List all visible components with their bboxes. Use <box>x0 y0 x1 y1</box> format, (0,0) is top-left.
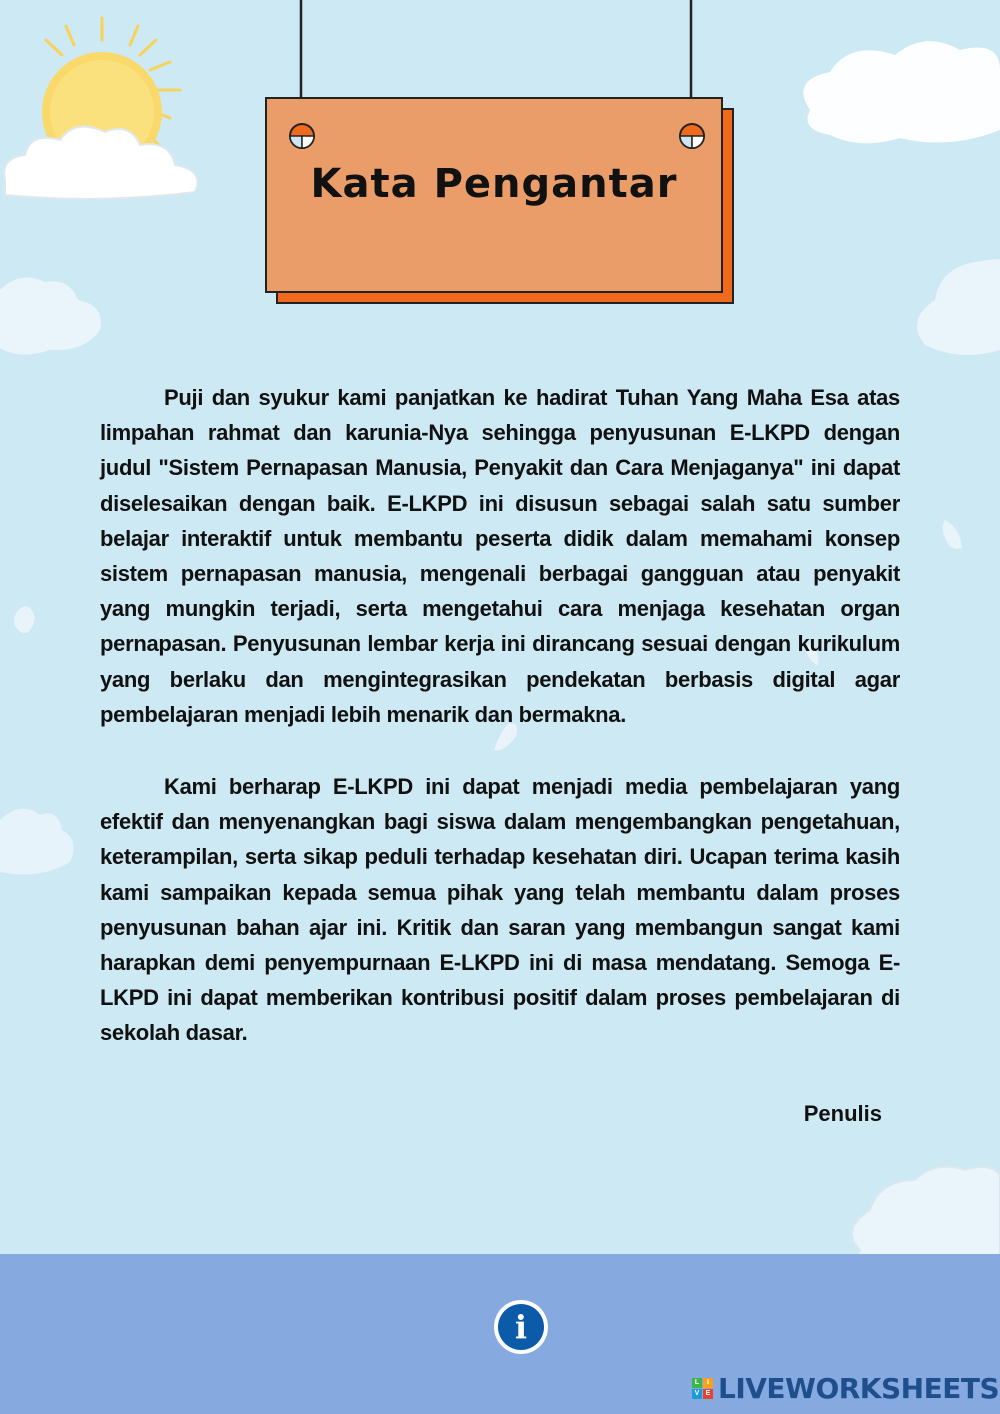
pin-icon <box>677 121 707 151</box>
logo-letter: E <box>703 1389 713 1399</box>
pin-icon <box>287 121 317 151</box>
logo-letter: L <box>692 1378 702 1388</box>
brand-name: LIVEWORKSHEETS <box>718 1372 1000 1405</box>
drop-icon <box>943 520 962 549</box>
cloud-icon <box>4 127 197 199</box>
paragraph-2: Kami berharap E-LKPD ini dapat menjadi media pembelajaran yang efektif dan menyenangkan bagi siswa dalam mengembangkan pengetahuan, keterampilan, serta sikap peduli terhadap kesehatan diri. Ucapan terima kasih kami sampaikan kepada semua pihak yang telah membantu dalam proses penyusunan bahan ajar ini. Kritik dan saran yang membangun sangat kami harapkan demi penyempurnaan E-LKPD ini di masa mendatang. Semoga E-LKPD ini dapat memberikan kontribusi positif dalam proses pembelajaran di sekolah dasar. <box>100 774 900 1046</box>
cloud-icon <box>803 41 1000 143</box>
logo-letter: V <box>692 1389 702 1399</box>
brand-logo[interactable] <box>692 1370 1000 1410</box>
logo-letter: I <box>703 1378 713 1388</box>
info-button[interactable] <box>494 1300 548 1354</box>
liveworksheets-logo-icon <box>692 1378 714 1400</box>
page-title: Kata Pengantar <box>310 161 678 207</box>
cloud-icon <box>0 278 101 355</box>
signature: Penulis <box>803 1101 882 1126</box>
info-icon: i <box>498 1304 544 1350</box>
paragraph-1: Puji dan syukur kami panjatkan ke hadirat Tuhan Yang Maha Esa atas limpahan rahmat dan karunia-Nya sehingga penyusunan E-LKPD dengan judul "Sistem Pernapasan Manusia, Penyakit dan Cara Menjaganya" ini dapat diselesaikan dengan baik. E-LKPD ini disusun sebagai salah satu sumber belajar interaktif untuk membantu peserta didik dalam memahami konsep sistem pernapasan manusia, mengenali berbagai gangguan atau penyakit yang mungkin terjadi, serta mengetahui cara menjaga kesehatan organ pernapasan. Penyusunan lembar kerja ini dirancang sesuai dengan kurikulum yang berlaku dan mengintegrasikan pendekatan berbasis digital agar pembelajaran menjadi lebih menarik dan bermakna. <box>100 385 900 727</box>
cloud-icon <box>917 259 1000 355</box>
cloud-icon <box>0 809 74 875</box>
title-sign <box>265 97 723 293</box>
drop-icon <box>14 606 35 633</box>
